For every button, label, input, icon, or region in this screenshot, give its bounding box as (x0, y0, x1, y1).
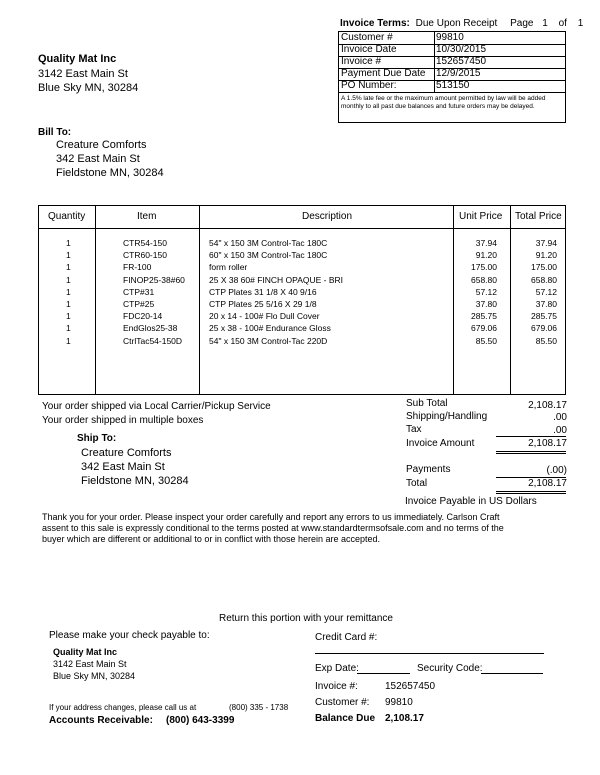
row-unit-price: 679.06 (471, 323, 497, 334)
shipping-handling-value: .00 (553, 412, 567, 423)
row-quantity: 1 (66, 250, 71, 261)
tax-label: Tax (406, 424, 422, 435)
row-quantity: 1 (66, 262, 71, 273)
invoice-details-box (338, 31, 566, 123)
seller-street: 3142 East Main St (38, 68, 128, 80)
row-unit-price: 285.75 (471, 311, 497, 322)
row-description: 20 x 14 - 100# Flo Dull Cover (209, 311, 320, 322)
invoice-amount-value: 2,108.17 (528, 438, 567, 449)
ship-to-city: Fieldstone MN, 30284 (81, 475, 189, 487)
bill-to-city: Fieldstone MN, 30284 (56, 167, 164, 179)
row-total-price: 37.94 (535, 238, 557, 248)
customer-value: 99810 (436, 32, 464, 43)
remit-city: Blue Sky MN, 30284 (53, 671, 136, 681)
row-item: CTR60-150 (123, 250, 167, 261)
row-total-price: 91.20 (535, 250, 557, 261)
page-of: of (558, 18, 567, 29)
tax-value: .00 (553, 425, 567, 436)
payments-value: (.00) (546, 465, 567, 476)
row-description: 54" x 150 3M Control-Tac 220D (209, 335, 328, 346)
row-item: FINOP25-38#60 (123, 274, 185, 285)
credit-card-label: Credit Card #: (315, 632, 378, 643)
row-item: FR-100 (123, 262, 152, 273)
currency-note: Invoice Payable in US Dollars (405, 496, 537, 507)
row-item: CTR54-150 (123, 238, 167, 248)
due-date-value: 12/9/2015 (436, 68, 481, 79)
seller-city: Blue Sky MN, 30284 (38, 82, 139, 94)
invoice-terms-value: Due Upon Receipt (415, 18, 498, 29)
balance-due-value: 2,108.17 (385, 713, 424, 724)
row-quantity: 1 (66, 274, 71, 285)
remit-customer-value: 99810 (385, 697, 413, 708)
total-label: Total (406, 478, 428, 489)
po-number-row (339, 80, 565, 93)
row-description: 25 x 38 - 100# Endurance Gloss (209, 323, 331, 334)
header-unit-price: Unit Price (459, 211, 503, 222)
header-quantity: Quantity (48, 211, 86, 222)
row-quantity: 1 (66, 238, 71, 248)
header-description: Description (302, 211, 353, 222)
row-total-price: 175.00 (531, 262, 557, 273)
row-unit-price: 85.50 (475, 335, 497, 346)
address-change-phone: (800) 335 - 1738 (229, 703, 289, 712)
page-number: 1 (542, 18, 548, 29)
bill-to-name: Creature Comforts (56, 139, 147, 151)
row-item: CTP#25 (123, 299, 155, 309)
invoice-terms-line (340, 18, 583, 29)
row-item: CTP#31 (123, 286, 155, 297)
notice-line-2: assent to this sale is expressly conditional to the terms posted at www.standardtermsofsale.com and no terms of the (42, 523, 504, 533)
remittance-title: Return this portion with your remittance (219, 613, 393, 624)
remit-customer-label: Customer #: (315, 697, 370, 708)
bill-to-street: 342 East Main St (56, 153, 140, 165)
bill-to-label: Bill To: (38, 127, 72, 138)
invoice-date-label: Invoice Date (341, 44, 397, 55)
po-number-value: 513150 (436, 80, 470, 91)
remit-invoice-label: Invoice #: (315, 681, 358, 692)
notice-line-1: Thank you for your order. Please inspect your order carefully and report any errors to us immediately. Carlson Craft (42, 512, 500, 522)
customer-label: Customer # (341, 32, 393, 43)
invoice-terms-label: Invoice Terms: (340, 18, 410, 29)
exp-date-label: Exp Date: (315, 663, 359, 674)
subtotal-value: 2,108.17 (528, 400, 567, 411)
page-total: 1 (577, 18, 584, 29)
shipping-boxes: Your order shipped in multiple boxes (42, 415, 204, 426)
row-unit-price: 175.00 (471, 262, 497, 273)
total-value: 2,108.17 (528, 478, 567, 489)
row-total-price: 658.80 (531, 274, 557, 285)
line-items-table (38, 205, 566, 395)
row-unit-price: 37.94 (475, 238, 497, 248)
security-code-line[interactable] (481, 673, 543, 674)
row-quantity: 1 (66, 323, 71, 334)
accounts-receivable-phone: (800) 643-3399 (166, 715, 235, 726)
remit-invoice-value: 152657450 (385, 681, 436, 692)
row-unit-price: 57.12 (475, 286, 497, 297)
row-description: CTP Plates 25 5/16 X 29 1/8 (209, 299, 317, 309)
row-description: 54" x 150 3M Control-Tac 180C (209, 238, 328, 248)
row-unit-price: 37.80 (475, 299, 497, 309)
invoice-amount-label: Invoice Amount (406, 438, 475, 449)
row-item: EndGlos25-38 (123, 323, 178, 334)
seller-name: Quality Mat Inc (38, 53, 117, 65)
row-total-price: 85.50 (535, 335, 557, 346)
row-quantity: 1 (66, 335, 71, 346)
invoice-date-value: 10/30/2015 (436, 44, 487, 55)
po-number-label: PO Number: (341, 80, 397, 91)
row-total-price: 57.12 (535, 286, 557, 297)
row-unit-price: 91.20 (475, 250, 497, 261)
late-fee-notice: A 1.5% late fee or the maximum amount permitted by law will be added monthly to all past due balances and future orders may be delayed. (341, 95, 546, 110)
ship-to-label: Ship To: (77, 433, 117, 444)
row-total-price: 285.75 (531, 311, 557, 322)
security-code-label: Security Code: (417, 663, 483, 674)
row-unit-price: 658.80 (471, 274, 497, 285)
row-total-price: 679.06 (531, 323, 557, 334)
ship-to-name: Creature Comforts (81, 447, 172, 459)
row-quantity: 1 (66, 311, 71, 322)
address-change-note: If your address changes, please call us at (49, 703, 197, 712)
row-description: 60" x 150 3M Control-Tac 180C (209, 250, 328, 261)
credit-card-line[interactable] (315, 653, 544, 654)
row-description: CTP Plates 31 1/8 X 40 9/16 (209, 286, 317, 297)
row-description: form roller (209, 262, 248, 273)
row-quantity: 1 (66, 286, 71, 297)
ship-to-street: 342 East Main St (81, 461, 165, 473)
header-total-price: Total Price (515, 211, 562, 222)
row-item: CtrlTac54-150D (123, 335, 183, 346)
invoice-number-label: Invoice # (341, 56, 382, 67)
remit-company-name: Quality Mat Inc (53, 647, 118, 657)
shipping-handling-label: Shipping/Handling (406, 411, 488, 422)
payments-label: Payments (406, 464, 451, 475)
balance-due-label: Balance Due (315, 713, 376, 724)
row-description: 25 X 38 60# FINCH OPAQUE - BRI (209, 274, 343, 285)
header-item: Item (137, 211, 157, 222)
page-label: Page (510, 18, 534, 29)
accounts-receivable-label: Accounts Receivable: (49, 715, 153, 726)
subtotal-label: Sub Total (406, 398, 448, 409)
notice-line-3: buyer which are different or additional to or in conflict with those herein are accepted. (42, 534, 381, 544)
shipping-method: Your order shipped via Local Carrier/Pickup Service (42, 401, 271, 412)
row-item: FDC20-14 (123, 311, 163, 322)
row-total-price: 37.80 (535, 299, 557, 309)
exp-date-line[interactable] (357, 673, 410, 674)
due-date-label: Payment Due Date (341, 68, 426, 79)
invoice-number-value: 152657450 (436, 56, 487, 67)
remit-street: 3142 East Main St (53, 659, 127, 669)
payable-to-label: Please make your check payable to: (49, 630, 210, 641)
row-quantity: 1 (66, 299, 71, 309)
